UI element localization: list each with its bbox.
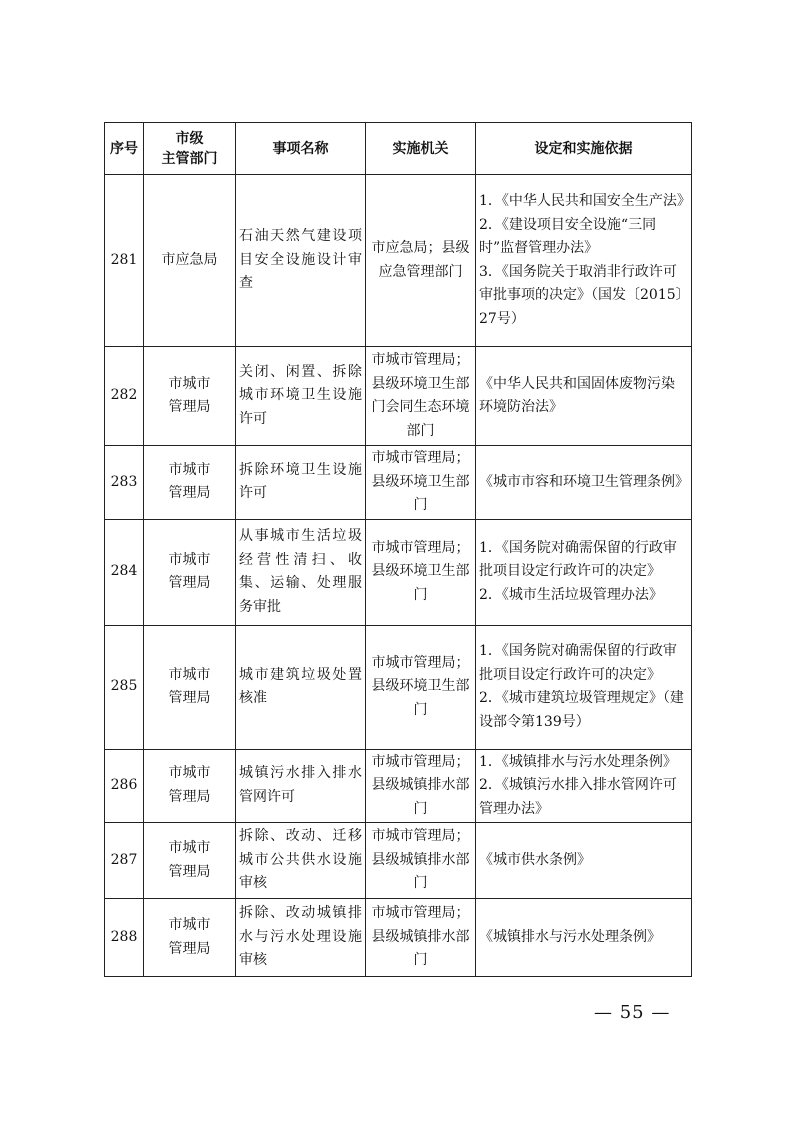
item-name-cell: 从事城市生活垃圾经营性清扫、收集、运输、处理服务审批 — [236, 519, 366, 625]
implementing-agency-cell: 市城市管理局；县级环境卫生部门 — [366, 625, 476, 749]
legal-basis-cell — [476, 823, 692, 899]
table-row — [105, 899, 692, 977]
department-cell: 市城市 管理局 — [144, 749, 236, 823]
row-number: 285 — [105, 625, 144, 749]
item-name-cell: 拆除环境卫生设施许可 — [236, 446, 366, 520]
table-row — [105, 749, 692, 823]
item-name-cell: 关闭、闲置、拆除城市环境卫生设施许可 — [236, 347, 366, 446]
row-number: 283 — [105, 446, 144, 520]
legal-basis-cell — [476, 519, 692, 625]
row-number: 284 — [105, 519, 144, 625]
table-row — [105, 347, 692, 446]
row-number: 286 — [105, 749, 144, 823]
table-row — [105, 446, 692, 520]
legal-basis-line: 《城市供水条例》 — [479, 851, 591, 868]
legal-basis-line: 3．《国务院关于取消非行政许可审批事项的决定》（国发〔2015〕27号） — [479, 263, 683, 327]
legal-basis-cell — [476, 625, 692, 749]
approval-items-table — [104, 122, 692, 977]
department-cell: 市城市 管理局 — [144, 823, 236, 899]
row-number: 287 — [105, 823, 144, 899]
department-cell: 市应急局 — [144, 175, 236, 347]
department-cell: 市城市 管理局 — [144, 519, 236, 625]
legal-basis-line: 《城镇排水与污水处理条例》 — [479, 928, 661, 945]
header-cell: 序号 — [105, 123, 144, 175]
legal-basis-cell — [476, 347, 692, 446]
legal-basis-line: 1．《城镇排水与污水处理条例》 — [479, 753, 677, 770]
implementing-agency-cell: 市城市管理局；县级城镇排水部门 — [366, 823, 476, 899]
department-cell: 市城市 管理局 — [144, 347, 236, 446]
row-number: 288 — [105, 899, 144, 977]
row-number: 281 — [105, 175, 144, 347]
item-name-cell: 拆除、改动、迁移城市公共供水设施审核 — [236, 823, 366, 899]
implementing-agency-cell: 市城市管理局；县级环境卫生部门 — [366, 519, 476, 625]
implementing-agency-cell: 市城市管理局；县级环境卫生部门会同生态环境部门 — [366, 347, 476, 446]
department-cell: 市城市 管理局 — [144, 625, 236, 749]
item-name-cell: 城市建筑垃圾处置核准 — [236, 625, 366, 749]
header-cell: 市级 主管部门 — [144, 123, 236, 175]
legal-basis-cell — [476, 749, 692, 823]
legal-basis-line: 1．《国务院对确需保留的行政审批项目设定行政许可的决定》 — [479, 643, 677, 683]
header-cell: 实施机关 — [366, 123, 476, 175]
table-row — [105, 823, 692, 899]
legal-basis-cell — [476, 446, 692, 520]
legal-basis-cell — [476, 175, 692, 347]
implementing-agency-cell: 市城市管理局；县级城镇排水部门 — [366, 749, 476, 823]
implementing-agency-cell: 市应急局；县级应急管理部门 — [366, 175, 476, 347]
item-name-cell: 城镇污水排入排水管网许可 — [236, 749, 366, 823]
implementing-agency-cell: 市城市管理局；县级城镇排水部门 — [366, 899, 476, 977]
legal-basis-line: 《城市市容和环境卫生管理条例》 — [479, 473, 689, 490]
legal-basis-line: 1．《国务院对确需保留的行政审批项目设定行政许可的决定》 — [479, 539, 677, 580]
table-header-row — [105, 123, 692, 175]
header-cell: 事项名称 — [236, 123, 366, 175]
table-row — [105, 519, 692, 625]
legal-basis-line: 1．《中华人民共和国安全生产法》 — [479, 193, 691, 209]
row-number: 282 — [105, 347, 144, 446]
legal-basis-line: 2．《城市生活垃圾管理办法》 — [479, 586, 663, 603]
item-name-cell: 石油天然气建设项目安全设施设计审查 — [236, 175, 366, 347]
page-number: — 55 — — [594, 1002, 671, 1023]
department-cell: 市城市 管理局 — [144, 446, 236, 520]
header-cell: 设定和实施依据 — [476, 123, 692, 175]
table-row — [105, 625, 692, 749]
department-cell: 市城市 管理局 — [144, 899, 236, 977]
legal-basis-line: 2．《建设项目安全设施“三同时”监督管理办法》 — [479, 216, 657, 256]
legal-basis-cell — [476, 899, 692, 977]
legal-basis-line: 2．《城镇污水排入排水管网许可管理办法》 — [479, 777, 677, 817]
implementing-agency-cell: 市城市管理局；县级环境卫生部门 — [366, 446, 476, 520]
table-row — [105, 175, 692, 347]
legal-basis-line: 2．《城市建筑垃圾管理规定》（建设部令第139号） — [479, 690, 684, 730]
legal-basis-line: 《中华人民共和国固体废物污染环境防治法》 — [479, 375, 675, 415]
item-name-cell: 拆除、改动城镇排水与污水处理设施审核 — [236, 899, 366, 977]
